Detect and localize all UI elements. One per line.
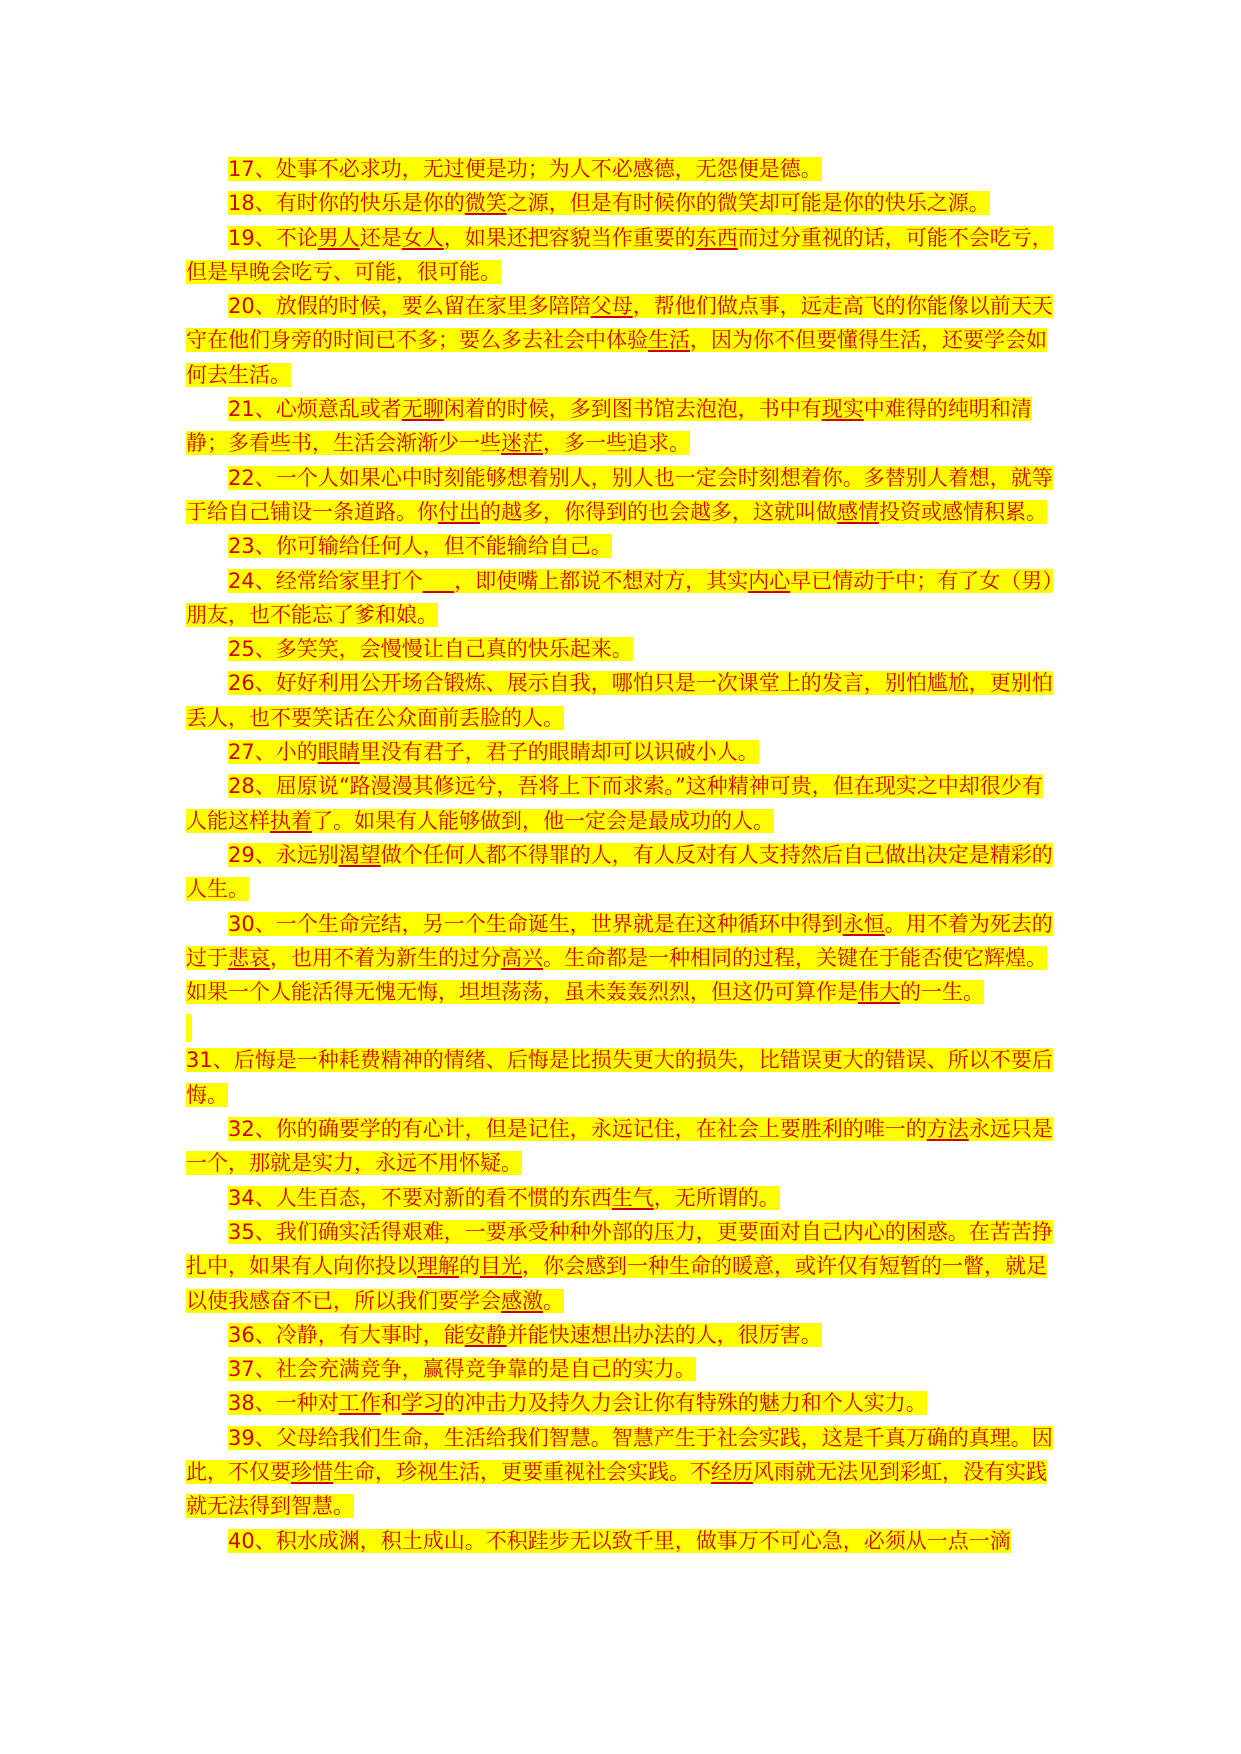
text-run: 你的确要学的有心计，但是记住，永远记住，在社会上要胜利的唯一的 [275,1117,927,1142]
text-run: 闲着的时候，多到图书馆去泡泡，书中有 [443,397,822,422]
underlined-word: 方法 [926,1117,969,1142]
underlined-word: 女人 [401,225,444,250]
underlined-word: 理解 [417,1254,459,1279]
text-run: 了。如果有人能够做到，他一定会是最成功的人。 [312,808,774,833]
highlighted-text [186,226,1053,284]
text-run: 有时你的快乐是你的 [275,191,465,216]
paragraph-23 [186,529,1060,563]
text-run: 小的 [275,740,318,765]
highlighted-text [186,294,1053,387]
highlighted-text [186,466,1053,524]
paragraph-34 [186,1181,1060,1215]
item-number: 23、 [228,534,276,559]
underlined-word: 内心 [748,568,791,593]
text-run: ，多一些追求。 [543,431,690,456]
text-run: 而过分重视的话，可能不会吃亏，但是早晚会吃亏、可能，很可能。 [186,225,1053,284]
item-number: 34、 [228,1185,276,1210]
paragraph-24 [186,564,1060,633]
underlined-word: 悲哀 [228,945,270,970]
highlighted-text [186,397,1032,455]
text-run: 投资或感情积累。 [879,499,1047,524]
highlighted-text [186,1426,1053,1519]
highlighted-text [228,1186,780,1210]
underlined-word: 付出 [438,499,480,524]
paragraph-20 [186,289,1060,392]
text-run: 风雨就无法见到彩虹，没有实践就无法得到智慧。 [186,1459,1047,1519]
paragraph-39 [186,1421,1060,1524]
highlight-mark [186,1014,192,1042]
item-number: 18、 [228,191,276,216]
paragraph-38 [186,1386,1060,1420]
paragraph-37 [186,1352,1060,1386]
text-run: 之源，但是有时候你的微笑却可能是你的快乐之源。 [506,191,990,216]
item-number: 32、 [228,1117,276,1142]
paragraph-29 [186,838,1060,907]
item-number: 39、 [228,1425,276,1450]
underlined-word: 无聊 [401,397,444,422]
text-run: 的一生。 [900,980,984,1005]
underlined-word: 男人 [317,225,360,250]
paragraph-17 [186,152,1060,186]
paragraph-19 [186,221,1060,290]
text-run: 的越多，你得到的也会越多，这就叫做 [480,499,837,524]
text-run: ，因为你不但要懂得生活，还要学会如何去生活。 [186,328,1047,387]
underlined-word: 渴望 [338,842,381,867]
item-number: 38、 [228,1391,276,1416]
highlighted-text [186,1048,1053,1106]
text-run: 做个任何人都不得罪的人，有人反对有人支持然后自己做出决定是精彩的人生。 [186,842,1053,902]
text-run: ，如果还把容貌当作重要的 [443,225,696,250]
text-run: ，无所谓的。 [653,1185,780,1210]
underlined-word: 生气 [611,1185,654,1210]
item-number: 29、 [228,842,276,867]
text-run: 处事不必求功，无过便是功；为人不必感德，无怨便是德。 [275,157,822,181]
item-number: 26、 [228,671,276,696]
text-run: 永远只是一个，那就是实力，永远不用怀疑。 [186,1117,1053,1176]
text-run: 。用不着为死去的过于 [186,911,1053,970]
text-run: 好好利用公开场合锻炼、展示自我，哪怕只是一次课堂上的发言，别怕尴尬，更别怕丢人，也不要笑话在公众面前丢脸的人。 [186,671,1053,730]
underlined-word: 经历 [711,1459,753,1484]
underlined-word: 生活 [648,328,690,353]
text-run: ，帮他们做点事，远走高飞的你能像以前天天守在他们身旁的时间已不多；要么多去社会中体验 [186,294,1053,353]
text-run: 一个人如果心中时刻能够想着别人，别人也一定会时刻想着你。多替别人着想，就等于给自己铺设一条道路。你 [186,465,1053,524]
highlighted-text [228,1357,696,1381]
text-run: 我们确实活得艰难，一要承受种种外部的压力，更要面对自己内心的困惑。在苦苦挣扎中，如果有人向你投以 [186,1219,1053,1279]
highlighted-text [228,740,759,764]
text-run: 后悔是一种耗费精神的情绪、后悔是比损失更大的损失，比错误更大的错误、所以不要后悔。 [186,1048,1053,1107]
paragraph-21 [186,392,1060,461]
text-run: 你可输给任何人，但不能输给自己。 [275,534,612,559]
underlined-word: 感激 [501,1288,543,1313]
text-run: 早已情动于中；有了女（男）朋友，也不能忘了爹和娘。 [186,568,1053,627]
underlined-word: 东西 [695,225,738,250]
text-run: 冷静，有大事时，能 [275,1322,465,1347]
item-number: 22、 [228,465,276,490]
highlighted-text [228,157,822,181]
underlined-word: 感情 [837,499,879,524]
item-number: 31、 [186,1048,234,1073]
underlined-word: 执着 [270,808,312,833]
text-run: 多笑笑，会慢慢让自己真的快乐起来。 [275,637,633,662]
text-run: 心烦意乱或者 [275,397,402,422]
text-run: 的冲击力及持久力会让你有特殊的魅力和个人实力。 [443,1391,927,1416]
highlighted-text [186,843,1053,901]
highlighted-text [228,191,990,215]
text-run: 并能快速想出办法的人，很厉害。 [506,1322,822,1347]
text-run: ，你会感到一种生命的暖意，或许仅有短暂的一瞥，就足以使我感奋不已，所以我们要学会 [186,1254,1047,1313]
paragraph-27 [186,735,1060,769]
item-number: 17、 [228,157,276,181]
underlined-word: 微笑 [464,191,507,216]
highlighted-text [186,1220,1053,1313]
paragraph-26 [186,666,1060,735]
item-number: 25、 [228,637,276,662]
paragraph-22 [186,461,1060,530]
text-run: 生命，珍视生活，更要重视社会实践。不 [333,1459,711,1484]
underlined-word: 父母 [590,294,633,319]
text-run: 经常给家里打个 [275,568,423,593]
item-number: 20、 [228,294,276,319]
underlined-word: 眼睛 [317,740,360,765]
text-run: ，即使嘴上都说不想对方，其实 [454,568,749,593]
item-number: 40、 [228,1528,276,1553]
underlined-word: 现实 [821,397,864,422]
item-number: 19、 [228,225,276,250]
text-run: 屈原说“路漫漫其修远兮，吾将上下而求索。”这种精神可贵，但在现实之中却很少有人能这样 [186,774,1043,833]
paragraph-31 [186,1043,1060,1112]
paragraph-30 [186,907,1060,1010]
underlined-word: 迷茫 [501,431,543,456]
paragraph-36 [186,1318,1060,1352]
item-number: 21、 [228,397,276,422]
item-number: 30、 [228,911,276,936]
highlighted-text [186,912,1053,1005]
text-run: 里没有君子，君子的眼睛却可以识破小人。 [359,740,759,765]
underlined-word: 学习 [401,1391,444,1416]
text-run: 放假的时候，要么留在家里多陪陪 [275,294,591,319]
highlighted-text [186,569,1053,627]
paragraph-18 [186,186,1060,220]
highlighted-text [228,637,633,661]
underlined-word: 伟大 [858,980,900,1005]
item-number: 37、 [228,1357,276,1382]
text-run: 。 [543,1288,564,1313]
underlined-word: 工作 [338,1391,381,1416]
text-run: 还是 [359,225,402,250]
highlighted-text [228,534,612,558]
text-run: 人生百态，不要对新的看不惯的东西 [275,1185,612,1210]
text-run: 社会充满竞争，赢得竞争靠的是自己的实力。 [275,1357,696,1382]
item-number: 28、 [228,774,276,799]
underlined-word: ___ [422,568,455,593]
highlighted-text [186,671,1053,729]
text-run: 的 [459,1254,480,1279]
underlined-word: 目光 [480,1254,522,1279]
item-number: 36、 [228,1322,276,1347]
paragraph-32 [186,1112,1060,1181]
paragraph-40 [186,1524,1060,1558]
highlighted-text [228,1529,1011,1553]
text-run: 不论 [275,225,318,250]
text-run: 和 [380,1391,402,1416]
text-run: 中难得的纯明和清静；多看些书，生活会渐渐少一些 [186,397,1032,456]
item-number: 27、 [228,740,276,765]
text-run: 一个生命完结，另一个生命诞生，世界就是在这种循环中得到 [275,911,843,936]
paragraph-25 [186,632,1060,666]
blank-line [186,1009,1060,1043]
paragraph-28 [186,769,1060,838]
underlined-word: 珍惜 [291,1459,333,1484]
highlighted-text [186,1117,1053,1175]
text-run: 一种对 [275,1391,339,1416]
highlighted-text [228,1391,927,1415]
item-number: 24、 [228,568,276,593]
text-run: ，也用不着为新生的过分 [270,945,501,970]
text-run: 。生命都是一种相同的过程，关键在于能否使它辉煌。如果一个人能活得无愧无悔，坦坦荡荡，虽未轰轰烈烈，但这仍可算作是 [186,945,1047,1005]
text-run: 父母给我们生命，生活给我们智慧。智慧产生于社会实践，这是千真万确的真理。因此，不仅要 [186,1425,1053,1484]
text-run: 积水成渊，积土成山。不积跬步无以致千里，做事万不可心急，必须从一点一滴 [275,1528,1011,1553]
highlighted-text [186,774,1043,832]
text-run: 永远别 [275,842,339,867]
underlined-word: 永恒 [842,911,885,936]
paragraph-35 [186,1215,1060,1318]
document-body [186,152,1060,1558]
underlined-word: 安静 [464,1322,507,1347]
underlined-word: 高兴 [501,945,543,970]
item-number: 35、 [228,1219,276,1244]
highlighted-text [228,1323,822,1347]
